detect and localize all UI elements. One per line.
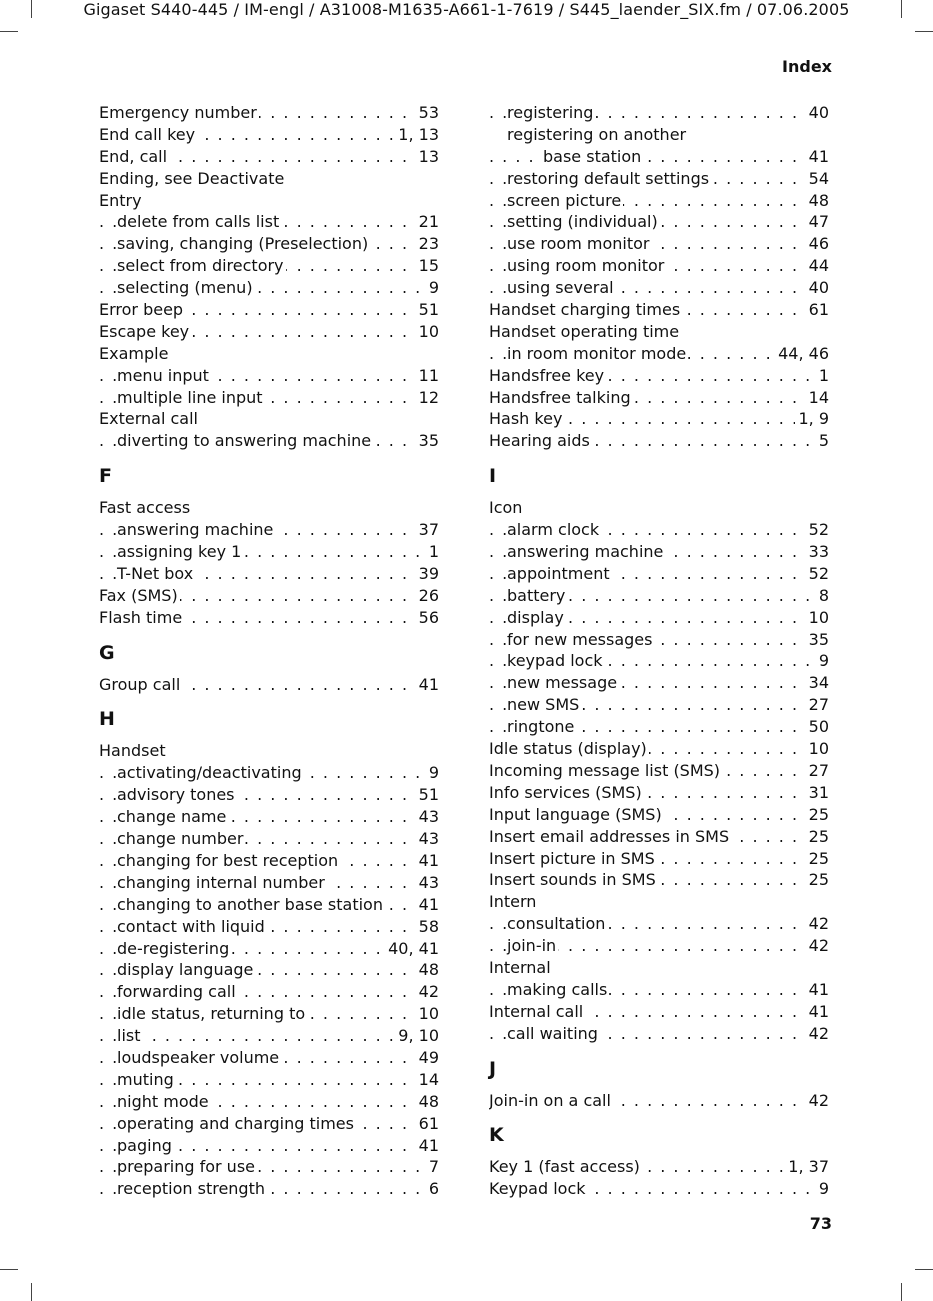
index-page-ref: 51 bbox=[416, 784, 439, 806]
index-page-ref: 35 bbox=[416, 430, 439, 452]
index-term: advisory tones bbox=[117, 785, 235, 805]
index-subentry bbox=[99, 1047, 439, 1069]
index-subentry bbox=[489, 979, 829, 1001]
index-page-ref: 15 bbox=[416, 255, 439, 277]
index-term: loudspeaker volume bbox=[117, 1047, 280, 1067]
index-term: saving, changing (Preselection) bbox=[117, 234, 369, 254]
index-term: Example bbox=[99, 343, 169, 363]
index-page-ref: 41 bbox=[416, 850, 439, 872]
index-term: registering on another bbox=[507, 124, 687, 144]
index-entry bbox=[99, 124, 439, 146]
index-subentry bbox=[489, 913, 829, 935]
index-term: use room monitor bbox=[507, 234, 650, 254]
index-term: de-registering bbox=[117, 938, 230, 958]
index-term: list bbox=[117, 1026, 141, 1046]
index-column-left bbox=[99, 102, 439, 1200]
index-subentry bbox=[99, 211, 439, 233]
index-subentry bbox=[99, 541, 439, 563]
index-entry bbox=[99, 168, 439, 190]
index-term: T-Net box bbox=[117, 563, 194, 583]
index-page-ref: 44 bbox=[806, 255, 829, 277]
index-page-ref: 54 bbox=[806, 168, 829, 190]
index-subentry bbox=[489, 277, 829, 299]
index-entry bbox=[489, 299, 829, 321]
index-subentry bbox=[489, 102, 829, 124]
index-subentry bbox=[99, 894, 439, 916]
index-page-ref: 42 bbox=[806, 1090, 829, 1112]
index-term: night mode bbox=[117, 1091, 209, 1111]
index-page-ref: 43 bbox=[416, 872, 439, 894]
index-term: screen picture bbox=[507, 190, 622, 210]
index-page-ref: 42 bbox=[806, 913, 829, 935]
index-term: Internal bbox=[489, 957, 551, 977]
index-term: diverting to answering machine bbox=[117, 431, 372, 451]
index-page-ref: 41 bbox=[806, 1001, 829, 1023]
crop-mark bbox=[0, 31, 18, 32]
index-entry bbox=[99, 146, 439, 168]
index-term: alarm clock bbox=[507, 520, 600, 540]
index-term: new message bbox=[507, 673, 618, 693]
index-entry bbox=[489, 387, 829, 409]
index-subentry bbox=[99, 255, 439, 277]
index-term: Input language (SMS) bbox=[489, 804, 662, 824]
index-term: for new messages bbox=[507, 629, 653, 649]
index-term: Incoming message list (SMS) bbox=[489, 760, 721, 780]
index-term: Handsfree key bbox=[489, 365, 605, 385]
index-entry bbox=[489, 738, 829, 760]
index-letter-heading: K bbox=[489, 1124, 504, 1147]
index-page-ref: 41 bbox=[416, 674, 439, 696]
index-term: External call bbox=[99, 409, 198, 429]
index-page-ref: 47 bbox=[806, 211, 829, 233]
index-page-ref: 27 bbox=[806, 760, 829, 782]
index-term: Flash time bbox=[99, 607, 183, 627]
index-entry bbox=[489, 826, 829, 848]
index-page-ref: 21 bbox=[416, 211, 439, 233]
index-page-ref: 25 bbox=[806, 869, 829, 891]
index-page-ref: 52 bbox=[806, 519, 829, 541]
index-subentry bbox=[99, 519, 439, 541]
index-subentry bbox=[99, 233, 439, 255]
index-page-ref: 44, 46 bbox=[775, 343, 829, 365]
index-letter-heading: F bbox=[99, 465, 112, 488]
index-term: Fax (SMS) bbox=[99, 585, 178, 605]
index-page-ref: 1, 9 bbox=[795, 408, 829, 430]
index-term: Join-in on a call bbox=[489, 1090, 611, 1110]
index-page-ref: 23 bbox=[416, 233, 439, 255]
index-term: Hash key bbox=[489, 409, 563, 429]
index-entry bbox=[99, 102, 439, 124]
index-subentry bbox=[99, 1025, 439, 1047]
index-page-ref: 9, 10 bbox=[395, 1025, 439, 1047]
index-page-ref: 1 bbox=[426, 541, 439, 563]
index-term: in room monitor mode bbox=[507, 343, 687, 363]
index-page-ref: 9 bbox=[426, 762, 439, 784]
index-term: display language bbox=[117, 960, 254, 980]
index-subentry bbox=[99, 1003, 439, 1025]
index-term: answering machine bbox=[117, 520, 274, 540]
index-entry bbox=[489, 760, 829, 782]
index-page-ref: 41 bbox=[416, 1135, 439, 1157]
index-page-ref: 31 bbox=[806, 782, 829, 804]
index-term: making calls bbox=[507, 979, 608, 999]
index-letter-heading: H bbox=[99, 708, 115, 731]
crop-mark bbox=[31, 1283, 32, 1301]
index-entry bbox=[489, 804, 829, 826]
index-term: Key 1 (fast access) bbox=[489, 1157, 640, 1177]
index-term: registering bbox=[507, 103, 594, 122]
index-page-ref: 43 bbox=[416, 828, 439, 850]
index-subentry bbox=[99, 762, 439, 784]
index-page-ref: 33 bbox=[806, 541, 829, 563]
index-subentry bbox=[99, 872, 439, 894]
index-page-ref: 51 bbox=[416, 299, 439, 321]
index-entry bbox=[489, 1090, 829, 1112]
index-page-ref: 48 bbox=[416, 1091, 439, 1113]
index-subentry bbox=[489, 650, 829, 672]
index-page-ref: 39 bbox=[416, 563, 439, 585]
index-page-ref: 8 bbox=[816, 585, 829, 607]
index-term: select from directory bbox=[117, 256, 284, 276]
index-subentry bbox=[489, 1023, 829, 1045]
index-term: Fast access bbox=[99, 498, 191, 518]
index-page-ref: 42 bbox=[806, 935, 829, 957]
index-term: join-in bbox=[507, 936, 557, 956]
index-term: Group call bbox=[99, 674, 181, 694]
index-term: battery bbox=[507, 585, 566, 605]
index-page-ref: 42 bbox=[416, 981, 439, 1003]
index-page-ref: 40 bbox=[806, 102, 829, 124]
index-term: Hearing aids bbox=[489, 431, 590, 451]
index-entry bbox=[489, 869, 829, 891]
index-term: muting bbox=[117, 1069, 174, 1089]
index-subentry bbox=[99, 959, 439, 981]
index-page-ref: 50 bbox=[806, 716, 829, 738]
index-term: assigning key 1 bbox=[117, 542, 242, 562]
index-term: Insert email addresses in SMS bbox=[489, 826, 730, 846]
index-term: base station bbox=[543, 146, 642, 166]
index-entry bbox=[489, 1178, 829, 1200]
index-term: Error beep bbox=[99, 300, 184, 320]
index-page-ref: 11 bbox=[416, 365, 439, 387]
index-page-ref: 25 bbox=[806, 826, 829, 848]
index-term: contact with liquid bbox=[117, 916, 265, 936]
index-term: End call key bbox=[99, 124, 196, 144]
crop-mark bbox=[901, 1283, 902, 1301]
index-term: Intern bbox=[489, 892, 537, 912]
index-term: changing internal number bbox=[117, 872, 325, 892]
page-number: 73 bbox=[809, 1214, 832, 1233]
index-term: Handset bbox=[99, 741, 166, 761]
crop-mark bbox=[915, 31, 933, 32]
index-subentry bbox=[99, 850, 439, 872]
index-subentry bbox=[99, 1156, 439, 1178]
index-term: using room monitor bbox=[507, 256, 665, 276]
index-term: idle status, returning to bbox=[117, 1004, 306, 1024]
index-term: preparing for use bbox=[117, 1157, 255, 1177]
index-subentry bbox=[489, 585, 829, 607]
index-term: Ending, see Deactivate bbox=[99, 168, 285, 188]
index-term: Handsfree talking bbox=[489, 387, 631, 407]
index-page-ref: 35 bbox=[806, 629, 829, 651]
index-term: Handset operating time bbox=[489, 321, 680, 341]
index-term: Escape key bbox=[99, 321, 190, 341]
crop-mark bbox=[915, 1269, 933, 1270]
index-entry bbox=[489, 1001, 829, 1023]
index-subentry bbox=[489, 519, 829, 541]
index-page-ref: 9 bbox=[816, 1178, 829, 1200]
index-term: End, call bbox=[99, 146, 168, 166]
index-entry bbox=[99, 497, 439, 519]
index-letter-heading: J bbox=[489, 1057, 497, 1080]
index-subentry bbox=[99, 277, 439, 299]
index-letter-heading: I bbox=[489, 465, 497, 488]
index-page-ref: 14 bbox=[806, 387, 829, 409]
index-term: forwarding call bbox=[117, 982, 236, 1002]
index-page-ref: 6 bbox=[426, 1178, 439, 1200]
index-page-ref: 43 bbox=[416, 806, 439, 828]
index-subentry bbox=[99, 365, 439, 387]
index-term: menu input bbox=[117, 365, 209, 385]
index-page-ref: 10 bbox=[416, 321, 439, 343]
index-page-ref: 12 bbox=[416, 387, 439, 409]
index-entry bbox=[489, 891, 829, 913]
index-term: ringtone bbox=[507, 717, 575, 737]
index-term: operating and charging times bbox=[117, 1113, 354, 1133]
index-subentry bbox=[489, 190, 829, 212]
index-term: Handset charging times bbox=[489, 300, 681, 320]
index-subentry bbox=[489, 168, 829, 190]
index-subentry bbox=[489, 629, 829, 651]
index-page-ref: 9 bbox=[426, 277, 439, 299]
index-entry bbox=[99, 190, 439, 212]
index-entry bbox=[99, 740, 439, 762]
index-page-ref: 37 bbox=[416, 519, 439, 541]
index-entry bbox=[489, 848, 829, 870]
index-subentry bbox=[99, 1135, 439, 1157]
index-entry bbox=[99, 674, 439, 696]
index-term: Entry bbox=[99, 190, 142, 210]
index-page-ref: 61 bbox=[416, 1113, 439, 1135]
index-subentry bbox=[489, 694, 829, 716]
index-subentry bbox=[489, 211, 829, 233]
index-entry bbox=[99, 585, 439, 607]
index-page-ref: 41 bbox=[806, 979, 829, 1001]
index-page-ref: 48 bbox=[806, 190, 829, 212]
index-term: Info services (SMS) bbox=[489, 782, 642, 802]
index-term: appointment bbox=[507, 563, 610, 583]
index-subentry bbox=[489, 343, 829, 365]
index-term: Idle status (display) bbox=[489, 739, 647, 759]
index-subentry bbox=[489, 935, 829, 957]
index-subentry bbox=[99, 1091, 439, 1113]
index-term: using several bbox=[507, 278, 614, 298]
index-entry bbox=[99, 321, 439, 343]
index-entry bbox=[489, 957, 829, 979]
index-term: new SMS bbox=[507, 695, 580, 715]
index-page-ref: 1 bbox=[816, 365, 829, 387]
section-title: Index bbox=[782, 57, 832, 76]
index-page-ref: 10 bbox=[416, 1003, 439, 1025]
index-term: Internal call bbox=[489, 1001, 584, 1021]
index-letter-heading: G bbox=[99, 641, 115, 664]
index-entry bbox=[99, 343, 439, 365]
index-page-ref: 58 bbox=[416, 916, 439, 938]
index-page-ref: 27 bbox=[806, 694, 829, 716]
index-subentry bbox=[99, 916, 439, 938]
index-subentry bbox=[489, 255, 829, 277]
index-term: Emergency number bbox=[99, 103, 257, 122]
index-page-ref: 48 bbox=[416, 959, 439, 981]
index-term: change number bbox=[117, 829, 244, 849]
index-subentry bbox=[99, 828, 439, 850]
index-entry bbox=[99, 607, 439, 629]
index-page-ref: 41 bbox=[806, 146, 829, 168]
index-page-ref: 9 bbox=[816, 650, 829, 672]
index-subentry bbox=[489, 563, 829, 585]
index-page-ref: 34 bbox=[806, 672, 829, 694]
index-term: restoring default settings bbox=[507, 168, 710, 188]
index-page-ref: 42 bbox=[806, 1023, 829, 1045]
index-page-ref: 56 bbox=[416, 607, 439, 629]
index-page-ref: 7 bbox=[426, 1156, 439, 1178]
index-page-ref: 26 bbox=[416, 585, 439, 607]
index-entry bbox=[489, 408, 829, 430]
index-entry bbox=[489, 497, 829, 519]
index-entry bbox=[489, 321, 829, 343]
index-subentry bbox=[489, 541, 829, 563]
index-page-ref: 13 bbox=[416, 146, 439, 168]
index-term: setting (individual) bbox=[507, 212, 658, 232]
index-term: display bbox=[507, 607, 564, 627]
index-term: answering machine bbox=[507, 542, 664, 562]
index-page-ref: 14 bbox=[416, 1069, 439, 1091]
index-page-ref: 61 bbox=[806, 299, 829, 321]
index-subentry bbox=[99, 1113, 439, 1135]
index-subentry bbox=[99, 1178, 439, 1200]
index-term: Insert picture in SMS bbox=[489, 848, 655, 868]
index-page-ref: 1, 37 bbox=[785, 1156, 829, 1178]
index-term: paging bbox=[117, 1135, 172, 1155]
index-entry bbox=[489, 365, 829, 387]
index-column-right bbox=[489, 102, 829, 1200]
index-subentry bbox=[99, 806, 439, 828]
index-entry bbox=[489, 782, 829, 804]
index-entry bbox=[99, 408, 439, 430]
index-term: consultation bbox=[507, 914, 606, 934]
index-subentry bbox=[489, 233, 829, 255]
index-entry bbox=[489, 430, 829, 452]
index-entry bbox=[489, 1156, 829, 1178]
index-term: changing for best reception bbox=[117, 850, 339, 870]
index-term: Insert sounds in SMS bbox=[489, 870, 656, 890]
index-subentry bbox=[489, 716, 829, 738]
index-subentry bbox=[489, 607, 829, 629]
index-page-ref: 5 bbox=[816, 430, 829, 452]
index-page-ref: 40 bbox=[806, 277, 829, 299]
index-page-ref: 10 bbox=[806, 738, 829, 760]
index-subentry bbox=[99, 430, 439, 452]
index-subentry bbox=[99, 1069, 439, 1091]
index-term: changing to another base station bbox=[117, 894, 383, 914]
index-term: activating/deactivating bbox=[117, 763, 302, 783]
index-term: Icon bbox=[489, 498, 523, 518]
index-term: delete from calls list bbox=[117, 212, 280, 232]
index-subentry bbox=[99, 981, 439, 1003]
index-term: reception strength bbox=[117, 1179, 265, 1199]
index-page-ref: 53 bbox=[416, 102, 439, 124]
index-subentry bbox=[99, 938, 439, 960]
index-page-ref: 10 bbox=[806, 607, 829, 629]
index-page-ref: 49 bbox=[416, 1047, 439, 1069]
index-entry bbox=[99, 299, 439, 321]
crop-mark bbox=[0, 1269, 18, 1270]
index-subentry bbox=[489, 124, 829, 146]
index-term: change name bbox=[117, 807, 227, 827]
index-page-ref: 1, 13 bbox=[395, 124, 439, 146]
index-term: keypad lock bbox=[507, 651, 603, 671]
index-term: multiple line input bbox=[117, 387, 263, 407]
index-subentry bbox=[99, 784, 439, 806]
index-page-ref: 52 bbox=[806, 563, 829, 585]
index-page-ref: 25 bbox=[806, 804, 829, 826]
index-page-ref: 40, 41 bbox=[385, 938, 439, 960]
index-term: call waiting bbox=[507, 1023, 598, 1043]
index-subentry bbox=[99, 563, 439, 585]
index-term: selecting (menu) bbox=[117, 278, 253, 298]
index-subentry bbox=[99, 387, 439, 409]
document-header: Gigaset S440-445 / IM-engl / A31008-M1635-A661-1-7619 / S445_laender_SIX.fm / 07.06.2005 bbox=[83, 0, 850, 19]
index-page-ref: 46 bbox=[806, 233, 829, 255]
index-page-ref: 41 bbox=[416, 894, 439, 916]
index-subentry bbox=[489, 146, 829, 168]
index-page-ref: 25 bbox=[806, 848, 829, 870]
index-subentry bbox=[489, 672, 829, 694]
index-term: Keypad lock bbox=[489, 1179, 586, 1199]
